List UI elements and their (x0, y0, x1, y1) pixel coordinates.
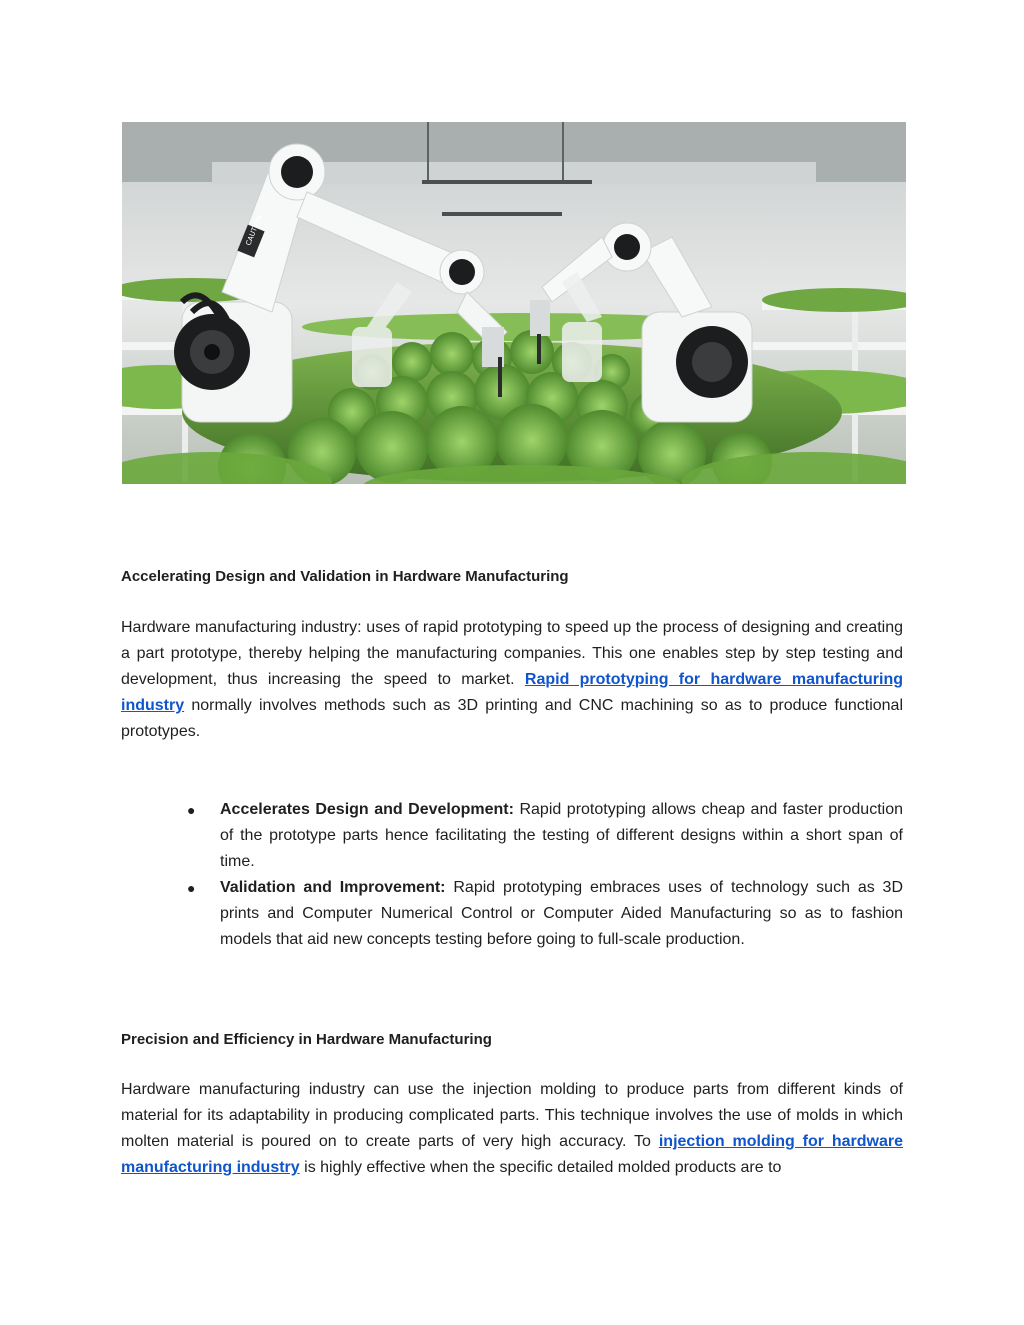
bullet-title: Accelerates Design and Development: (220, 801, 514, 818)
bullet-icon: ● (187, 802, 196, 818)
paragraph-text: Hardware manufacturing industry can use the injection molding to produce parts from different kinds of material for its adaptability in producing complicated parts. This technique involves the use of molds in which molten material is poured on to create parts of very high accuracy. To (121, 1081, 903, 1150)
bullet-icon: ● (187, 880, 196, 896)
benefits-bullet-list (187, 797, 904, 953)
section-paragraph-rapid-prototyping (121, 615, 903, 745)
bullet-title: Validation and Improvement: (220, 879, 446, 896)
list-item (187, 797, 903, 875)
paragraph-text: is highly effective when the specific detailed molded products are to (299, 1159, 782, 1176)
injection-molding-link[interactable]: injection molding for hardware manufacturing industry (121, 1133, 904, 1176)
paragraph-text: Hardware manufacturing industry: uses of rapid prototyping to speed up the process of designing and creating a part prototype, thereby helping the manufacturing companies. This one enables step by step testing and development, thus increasing the speed to market. (121, 619, 903, 688)
hero-image-robotic-arms-greenhouse (122, 122, 906, 484)
section-heading-precision-efficiency: Precision and Efficiency in Hardware Manufacturing (121, 1031, 492, 1048)
caution-label: CAUTION (244, 214, 264, 247)
list-item (187, 875, 904, 953)
rapid-prototyping-link[interactable]: Rapid prototyping for hardware manufacturing industry (121, 671, 904, 714)
bullet-text: Rapid prototyping allows cheap and faster production of the prototype parts hence facilitating the testing of different designs within a short span of time. (220, 801, 903, 870)
section-heading-accelerating-design: Accelerating Design and Validation in Hardware Manufacturing (121, 568, 569, 585)
paragraph-text: normally involves methods such as 3D printing and CNC machining so as to produce functional prototypes. (121, 697, 903, 740)
section-paragraph-injection-molding (121, 1077, 903, 1181)
bullet-text: Rapid prototyping embraces uses of technology such as 3D prints and Computer Numerical Control or Computer Aided Manufacturing so as to fashion models that aid new concepts testing before going to full-scale production. (220, 879, 904, 948)
